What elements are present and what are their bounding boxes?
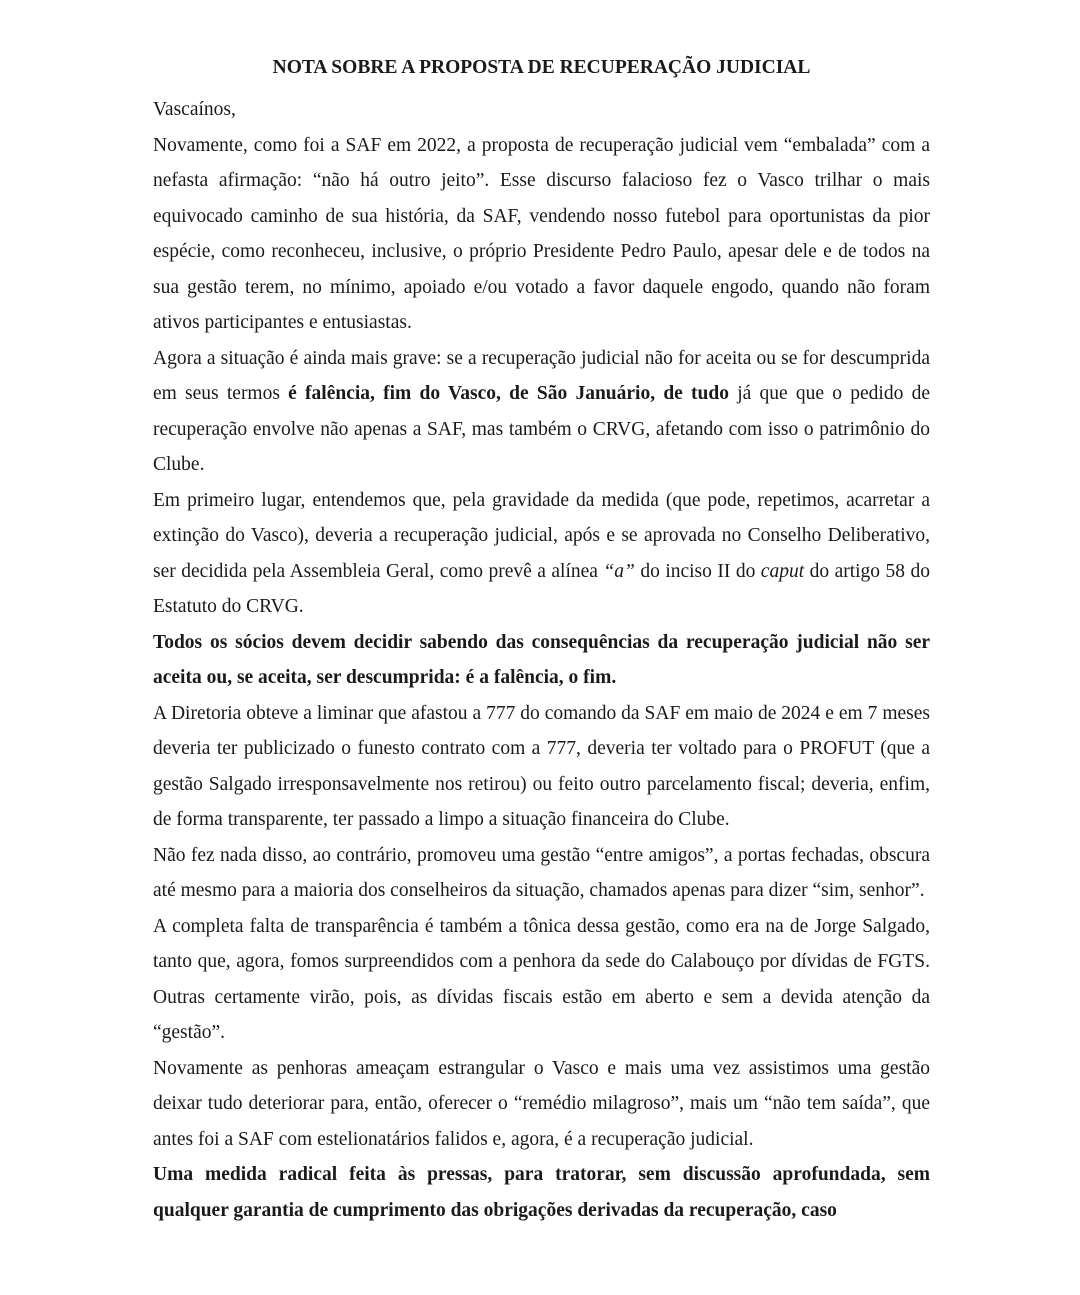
text-run: A Diretoria obteve a liminar que afastou a 777 do comando da SAF em maio de 2024 e em 7 meses deveria ter publicizado o funesto contrato com a 777, deveria ter voltado para o PROFUT (que a gestão Salgado irresponsavelmente nos retirou) ou feito outro parcelamento fiscal; deveria, enfim, de forma transparente, ter passado a limpo a situação financeira do Clube. <box>153 702 930 830</box>
paragraph <box>153 625 930 696</box>
text-run: do inciso II do <box>634 560 761 582</box>
paragraph <box>153 838 930 909</box>
text-run: Novamente, como foi a SAF em 2022, a proposta de recuperação judicial vem “embalada” com a nefasta afirmação: “não há outro jeito”. Esse discurso falacioso fez o Vasco trilhar o mais equivocado caminho de sua história, da SAF, vendendo nosso futebol para oportunistas da pior espécie, como reconheceu, inclusive, o próprio Presidente Pedro Paulo, apesar dele e de todos na sua gestão terem, no mínimo, apoiado e/ou votado a favor daquele engodo, quando não foram ativos participantes e entusiastas. <box>153 134 930 333</box>
text-run: Todos os sócios devem decidir sabendo das consequências da recuperação judicial não ser aceita ou, se aceita, ser descumprida: é a falência, o fim. <box>153 631 930 688</box>
paragraph <box>153 909 930 1051</box>
paragraph <box>153 696 930 838</box>
paragraph <box>153 92 930 128</box>
text-run: A completa falta de transparência é também a tônica dessa gestão, como era na de Jorge Salgado, tanto que, agora, fomos surpreendidos com a penhora da sede do Calabouço por dívidas de FGTS. Outras certamente virão, pois, as dívidas fiscais estão em aberto e sem a devida atenção da “gestão”. <box>153 915 930 1043</box>
text-run: Em primeiro lugar, entendemos que, pela gravidade da medida (que pode, repetimos, acarretar a extinção do Vasco), deveria a recuperação judicial, após e se aprovada no Conselho Deliberativo, ser decidida pela Assembleia Geral, como prevê a alínea <box>153 489 930 582</box>
paragraph <box>153 1051 930 1158</box>
text-run: já que que o pedido de recuperação envolve não apenas a SAF, mas também o CRVG, afetando com isso o patrimônio do Clube. <box>153 383 930 475</box>
paragraph <box>153 128 930 341</box>
text-run: caput <box>760 560 805 582</box>
paragraph <box>153 341 930 483</box>
text-run: é falência, fim do Vasco, de São Januário, de tudo <box>288 383 729 404</box>
document-body <box>153 92 930 1228</box>
text-run: do artigo 58 do Estatuto do CRVG. <box>153 560 930 617</box>
text-run: Vascaínos, <box>153 99 236 120</box>
paragraph <box>153 1157 930 1228</box>
text-run: Uma medida radical feita às pressas, para tratorar, sem discussão aprofundada, sem qualquer garantia de cumprimento das obrigações derivadas da recuperação, caso <box>153 1164 930 1221</box>
text-run: “a” <box>603 560 635 582</box>
text-run: Agora a situação é ainda mais grave: se a recuperação judicial não for aceita ou se for descumprida em seus termos <box>153 347 930 404</box>
text-run: Novamente as penhoras ameaçam estrangular o Vasco e mais uma vez assistimos uma gestão deixar tudo deteriorar para, então, oferecer o “remédio milagroso”, mais um “não tem saída”, que antes foi a SAF com estelionatários falidos e, agora, é a recuperação judicial. <box>153 1057 930 1150</box>
paragraph <box>153 483 930 625</box>
document-title: NOTA SOBRE A PROPOSTA DE RECUPERAÇÃO JUDICIAL <box>272 57 811 78</box>
text-run: Não fez nada disso, ao contrário, promoveu uma gestão “entre amigos”, a portas fechadas, obscura até mesmo para a maioria dos conselheiros da situação, chamados apenas para dizer “sim, senhor”. <box>153 844 930 901</box>
